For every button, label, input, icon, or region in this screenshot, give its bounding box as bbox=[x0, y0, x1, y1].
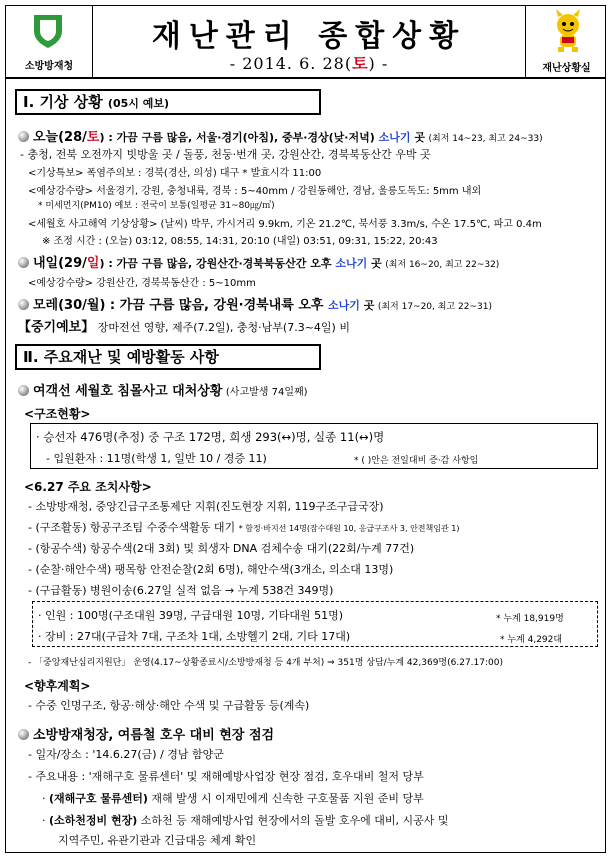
document-header bbox=[5, 5, 606, 79]
section1-subtitle: (05시 예보) bbox=[107, 97, 169, 110]
inspection-item bbox=[18, 724, 274, 743]
tomorrow-temp: (최저 16~20, 최고 22~32) bbox=[385, 260, 500, 270]
today-label: 오늘(28/ bbox=[33, 130, 87, 145]
tomorrow-forecast bbox=[18, 252, 499, 271]
tide-times: ※ 조정 시간 : (오늘) 03:12, 08:55, 14:31, 20:10 (내일) 03:51, 09:31, 15:22, 20:43 bbox=[42, 236, 438, 247]
inspection-b1-label: (재해구호 물류센터) bbox=[49, 792, 148, 805]
expected-rainfall: <예상강수량> 서울경기, 강원, 충청내륙, 경북 : 5~40mm / 강원동해안, 경남, 울릉도독도: 5mm 내외 bbox=[28, 186, 482, 197]
title-cell bbox=[93, 5, 525, 77]
inspection-content: - 주요내용 : '재해구호 물류센터' 및 재해예방사업장 현장 점검, 호우대비 철저 당부 bbox=[28, 770, 424, 783]
tomorrow-day: 일 bbox=[86, 256, 100, 271]
org-logo-cell bbox=[5, 5, 93, 77]
psych-support: - 「중앙재난심리지원단」 운영(4.17~상황종료시/소방방재청 등 4개 부처) ⇒ 351명 상담/누계 42,369명(6.27.17:00) bbox=[28, 658, 503, 668]
today-extra: - 충청, 전북 오전까지 빗방울 곳 / 돌풍, 천둥·번개 곳, 강원산간, 경북북동산간 우박 곳 bbox=[20, 148, 431, 161]
deployed-people: · 인원 : 100명(구조대원 39명, 구급대원 10명, 기타대원 51명) bbox=[38, 609, 344, 622]
mid-term-forecast bbox=[18, 316, 350, 335]
inspection-title: 소방방재청장, 여름철 호우 대비 현장 점검 bbox=[33, 728, 275, 743]
date-day: 토 bbox=[352, 54, 369, 73]
section1-title: Ⅰ. 기상 상황 bbox=[23, 93, 103, 111]
fine-dust-forecast: * 미세먼지(PM10) 예보 : 전국이 보통(일평균 31~80㎍/㎥) bbox=[38, 201, 275, 211]
tomorrow-desc: ) : 가끔 구름 많음, 강원산간·경북북동산간 오후 bbox=[99, 257, 336, 270]
inspection-date-place: - 일자/장소 : '14.6.27(금) / 경남 함양군 bbox=[28, 748, 224, 761]
mascot-icon bbox=[548, 9, 588, 53]
date-suffix: ) - bbox=[368, 54, 389, 73]
dayafter-end: 곳 bbox=[359, 299, 375, 312]
date-prefix: - 2014. 6. 28( bbox=[229, 54, 353, 73]
action-rescue-note: * 함정·바지선 14명(잠수대원 10, 응급구조사 3, 안전책임관 1) bbox=[238, 524, 460, 533]
inspection-bullet-2-cont: 지역주민, 유관기관과 긴급대응 체계 확인 bbox=[58, 834, 257, 847]
today-desc: ) : 가끔 구름 많음, 서울·경기(아침), 중부·경상(낮·저녁) bbox=[99, 131, 379, 144]
sewol-note: (사고발생 74일째) bbox=[225, 387, 308, 398]
org-name: 소방방재청 bbox=[24, 61, 74, 72]
action-rescue bbox=[28, 519, 459, 535]
mid-term-text: 장마전선 영향, 제주(7.2일), 충청·남부(7.3~4일) 비 bbox=[94, 321, 350, 334]
rescue-summary: · 승선자 476명(추정) 중 구조 172명, 희생 293(↔)명, 실종 11(↔)명 bbox=[36, 430, 385, 444]
actions-heading: <6.27 주요 조치사항> bbox=[24, 480, 152, 494]
action-patrol: - (순찰·해안수색) 팽목항 안전순찰(2회 6명), 해안수색(3개소, 의소대 13명) bbox=[28, 563, 394, 576]
mid-term-label: 【중기예보】 bbox=[18, 320, 95, 335]
hospitalized: - 입원환자 : 11명(학생 1, 일반 10 / 경증 11) bbox=[46, 452, 267, 465]
tomorrow-label: 내일(29/ bbox=[33, 256, 87, 271]
tomorrow-end: 곳 bbox=[367, 257, 382, 270]
today-temp: (최저 14~23, 최고 24~33) bbox=[428, 134, 543, 144]
inspection-bullet-1: · (재해구호 물류센터) 재해 발생 시 이재민에게 신속한 구호물품 지원 준비 당부 bbox=[42, 792, 424, 805]
future-plan-heading: <향후계획> bbox=[24, 679, 91, 693]
report-date bbox=[93, 51, 525, 74]
today-end: 곳 bbox=[410, 131, 425, 144]
equipment-total: * 누계 4,292대 bbox=[500, 635, 563, 645]
dayafter-rain: 소나기 bbox=[327, 299, 360, 312]
future-plan-1: - 수중 인명구조, 항공·해상·해안 수색 및 구급활동 등(계속) bbox=[28, 699, 310, 712]
action-air-search: - (항공수색) 항공수색(2대 3회) 및 희생자 DNA 검체수송 대기(22회/누계 77건) bbox=[28, 542, 415, 555]
shield-logo-icon bbox=[32, 13, 64, 49]
section1-heading-text bbox=[17, 91, 319, 113]
deployed-equipment: · 장비 : 27대(구급차 7대, 구조차 1대, 소방헬기 2대, 기타 17대) bbox=[38, 630, 351, 643]
inspection-b2-text: 소하천 등 재해예방사업 현장에서의 돌발 호우에 대비, 시공사 및 bbox=[137, 814, 449, 827]
today-day: 토 bbox=[86, 130, 100, 145]
sewol-sea-weather: <세월호 사고해역 기상상황> (날씨) 박무, 가시거리 9.9km, 기온 21.2℃, 북서풍 3.3m/s, 수온 17.5℃, 파고 0.4m bbox=[28, 219, 542, 230]
bullet-icon bbox=[18, 729, 29, 740]
action-ems: - (구급활동) 병원이송(6.27일 실적 없음 → 누계 538건 349명) bbox=[28, 584, 334, 597]
today-rain: 소나기 bbox=[378, 131, 411, 144]
bullet-icon bbox=[18, 299, 29, 310]
mascot-cell bbox=[525, 5, 606, 77]
section2-heading bbox=[15, 344, 321, 370]
dayafter-label: 모레(30/월) : 가끔 구름 많음, 강원·경북내륙 오후 bbox=[33, 298, 328, 313]
inspection-bullet-2: · (소하천정비 현장) 소하천 등 재해예방사업 현장에서의 돌발 호우에 대비, 시공사 및 bbox=[42, 814, 449, 827]
bullet-icon bbox=[18, 385, 29, 396]
bullet-icon bbox=[18, 131, 29, 142]
section2-title: Ⅱ. 주요재난 및 예방활동 사항 bbox=[17, 346, 319, 368]
action-command: - 소방방재청, 중앙긴급구조통제단 지휘(진도현장 지휘, 119구조구급국장) bbox=[28, 500, 384, 513]
tomorrow-expected-rainfall: <예상강수량> 강원산간, 경북북동산간 : 5~10mm bbox=[28, 278, 256, 289]
action-rescue-text: - (구조활동) 항공구조팀 수중수색활동 대기 bbox=[28, 521, 236, 534]
rescue-note: * ( )안은 전일대비 증·감 사항임 bbox=[354, 456, 479, 466]
dayafter-temp: (최저 17~20, 최고 22~31) bbox=[377, 302, 492, 312]
weather-special-advisory: <기상특보> 폭염주의보 : 경북(경산, 의성) 대구 * 발효시각 11:00 bbox=[28, 168, 322, 179]
rescue-status-heading: <구조현황> bbox=[24, 407, 91, 421]
inspection-b1-text: 재해 발생 시 이재민에게 신속한 구호물품 지원 준비 당부 bbox=[147, 792, 424, 805]
tomorrow-rain: 소나기 bbox=[335, 257, 368, 270]
inspection-b2-label: (소하천정비 현장) bbox=[49, 814, 138, 827]
sewol-title: 여객선 세월호 침몰사고 대처상황 bbox=[33, 384, 223, 399]
dayafter-forecast bbox=[18, 294, 492, 313]
sewol-item bbox=[18, 380, 308, 399]
today-forecast bbox=[18, 126, 543, 145]
document-title: 재난관리 종합상황 bbox=[151, 19, 467, 54]
bullet-icon bbox=[18, 257, 29, 268]
dept-name: 재난상황실 bbox=[542, 63, 591, 74]
people-total: * 누계 18,919명 bbox=[496, 614, 564, 624]
section1-heading bbox=[15, 89, 321, 115]
